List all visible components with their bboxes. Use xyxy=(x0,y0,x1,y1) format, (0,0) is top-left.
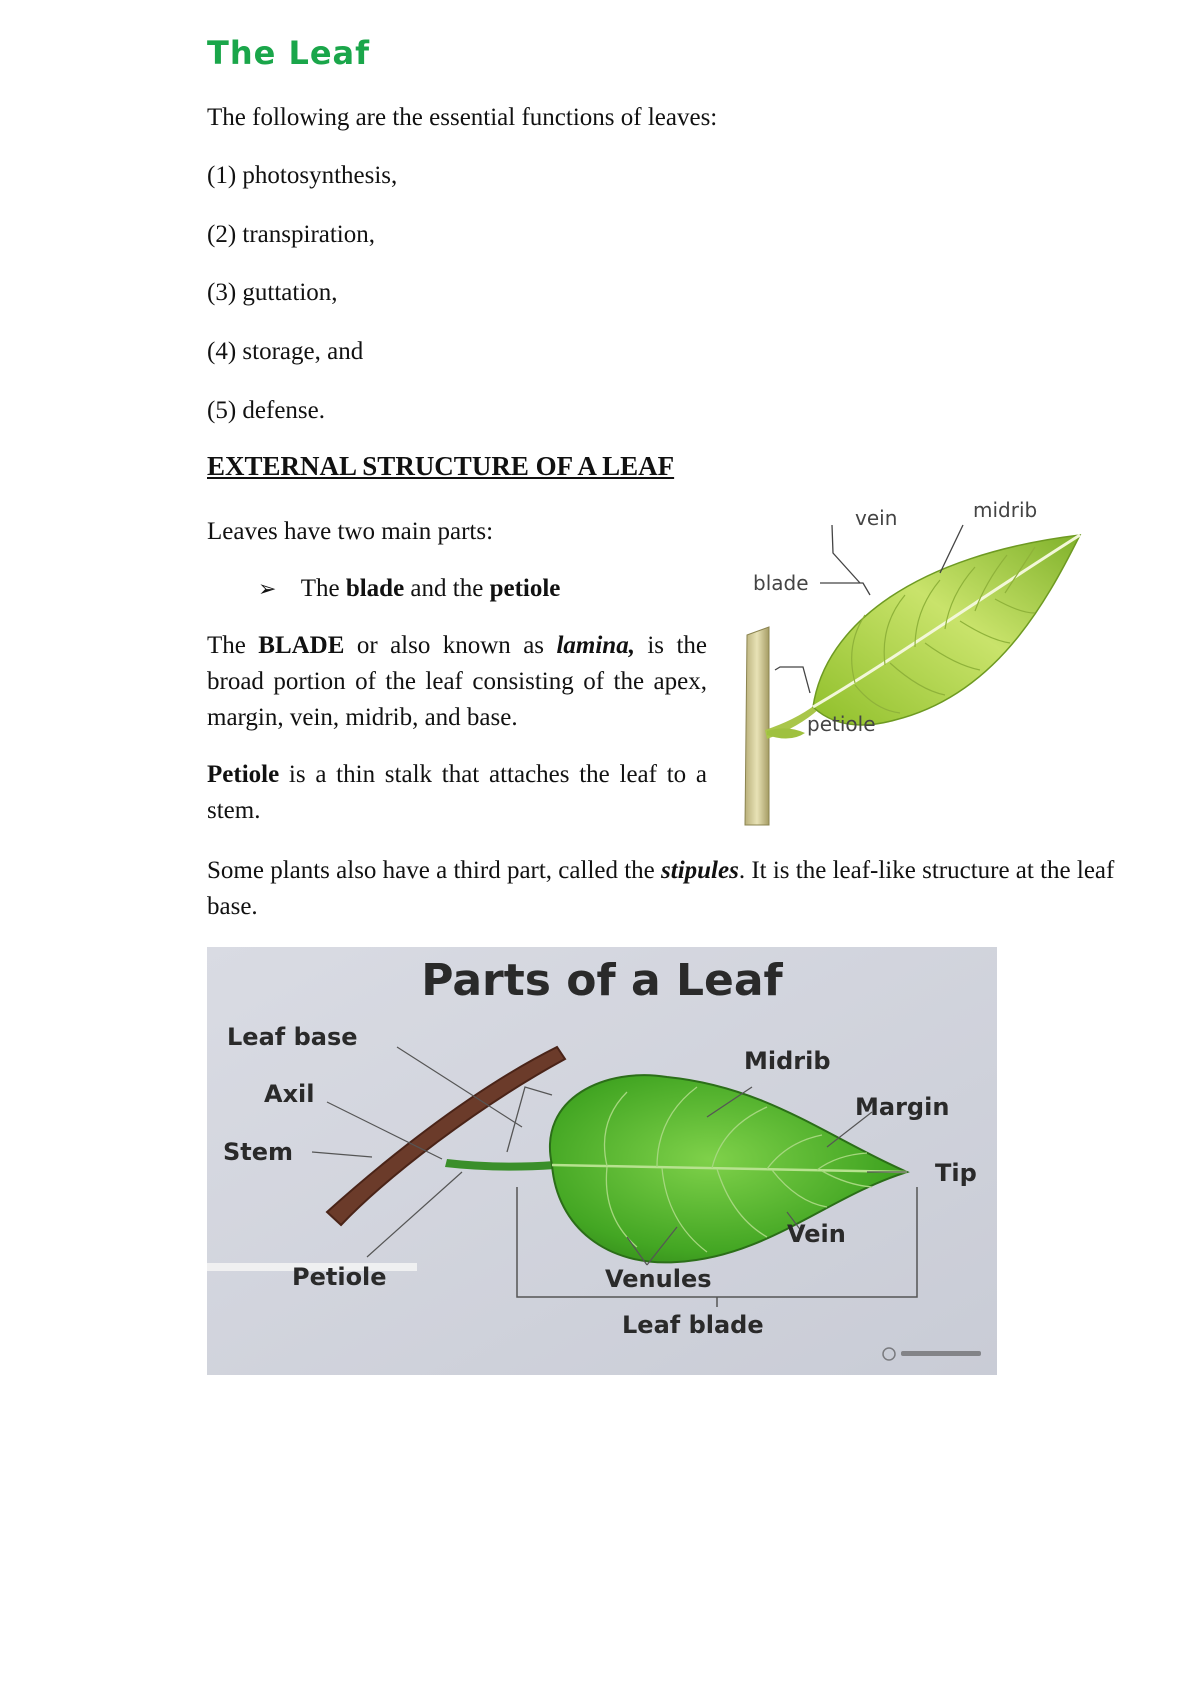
label-leaf-blade: Leaf blade xyxy=(622,1311,764,1339)
figure-title: Parts of a Leaf xyxy=(421,955,783,1006)
label-stem: Stem xyxy=(223,1138,294,1166)
bullet-item: ➢ The blade and the petiole xyxy=(258,575,561,602)
label-vein: vein xyxy=(855,506,898,530)
stem-shape xyxy=(745,627,769,825)
label-petiole: Petiole xyxy=(292,1263,387,1291)
function-item: (1) photosynthesis, xyxy=(207,162,398,189)
label-blade: blade xyxy=(753,571,809,595)
label-tip: Tip xyxy=(935,1159,977,1187)
blade-shape xyxy=(813,535,1080,725)
function-item: (4) storage, and xyxy=(207,338,364,365)
stipule-shape xyxy=(767,728,805,738)
parts-intro: Leaves have two main parts: xyxy=(207,518,494,545)
function-item: (5) defense. xyxy=(207,397,325,424)
section-heading: EXTERNAL STRUCTURE OF A LEAF xyxy=(207,451,675,481)
label-vein: Vein xyxy=(787,1220,846,1248)
label-leaf-base: Leaf base xyxy=(227,1023,358,1051)
page-title: The Leaf xyxy=(207,34,371,72)
leaf-illustration xyxy=(735,495,1095,835)
label-petiole: petiole xyxy=(807,712,876,736)
intro-text: The following are the essential functions of leaves: xyxy=(207,104,718,131)
label-midrib: Midrib xyxy=(744,1047,831,1075)
blade-paragraph: The BLADE or also known as lamina, is the broad portion of the leaf consisting of the apex, margin, vein, midrib, and base. xyxy=(207,632,707,731)
parts-of-leaf-figure xyxy=(207,947,997,1375)
label-margin: Margin xyxy=(855,1093,950,1121)
label-midrib: midrib xyxy=(973,498,1038,522)
stipules-paragraph: Some plants also have a third part, called the stipules. It is the leaf-like structure at the leaf base. xyxy=(207,857,1115,920)
function-item: (2) transpiration, xyxy=(207,221,376,248)
label-venules: Venules xyxy=(605,1265,712,1293)
label-axil: Axil xyxy=(264,1080,315,1108)
petiole-paragraph: Petiole is a thin stalk that attaches the leaf to a stem. xyxy=(207,761,707,824)
arrow-bullet-icon: ➢ xyxy=(258,577,277,602)
function-item: (3) guttation, xyxy=(207,279,338,306)
